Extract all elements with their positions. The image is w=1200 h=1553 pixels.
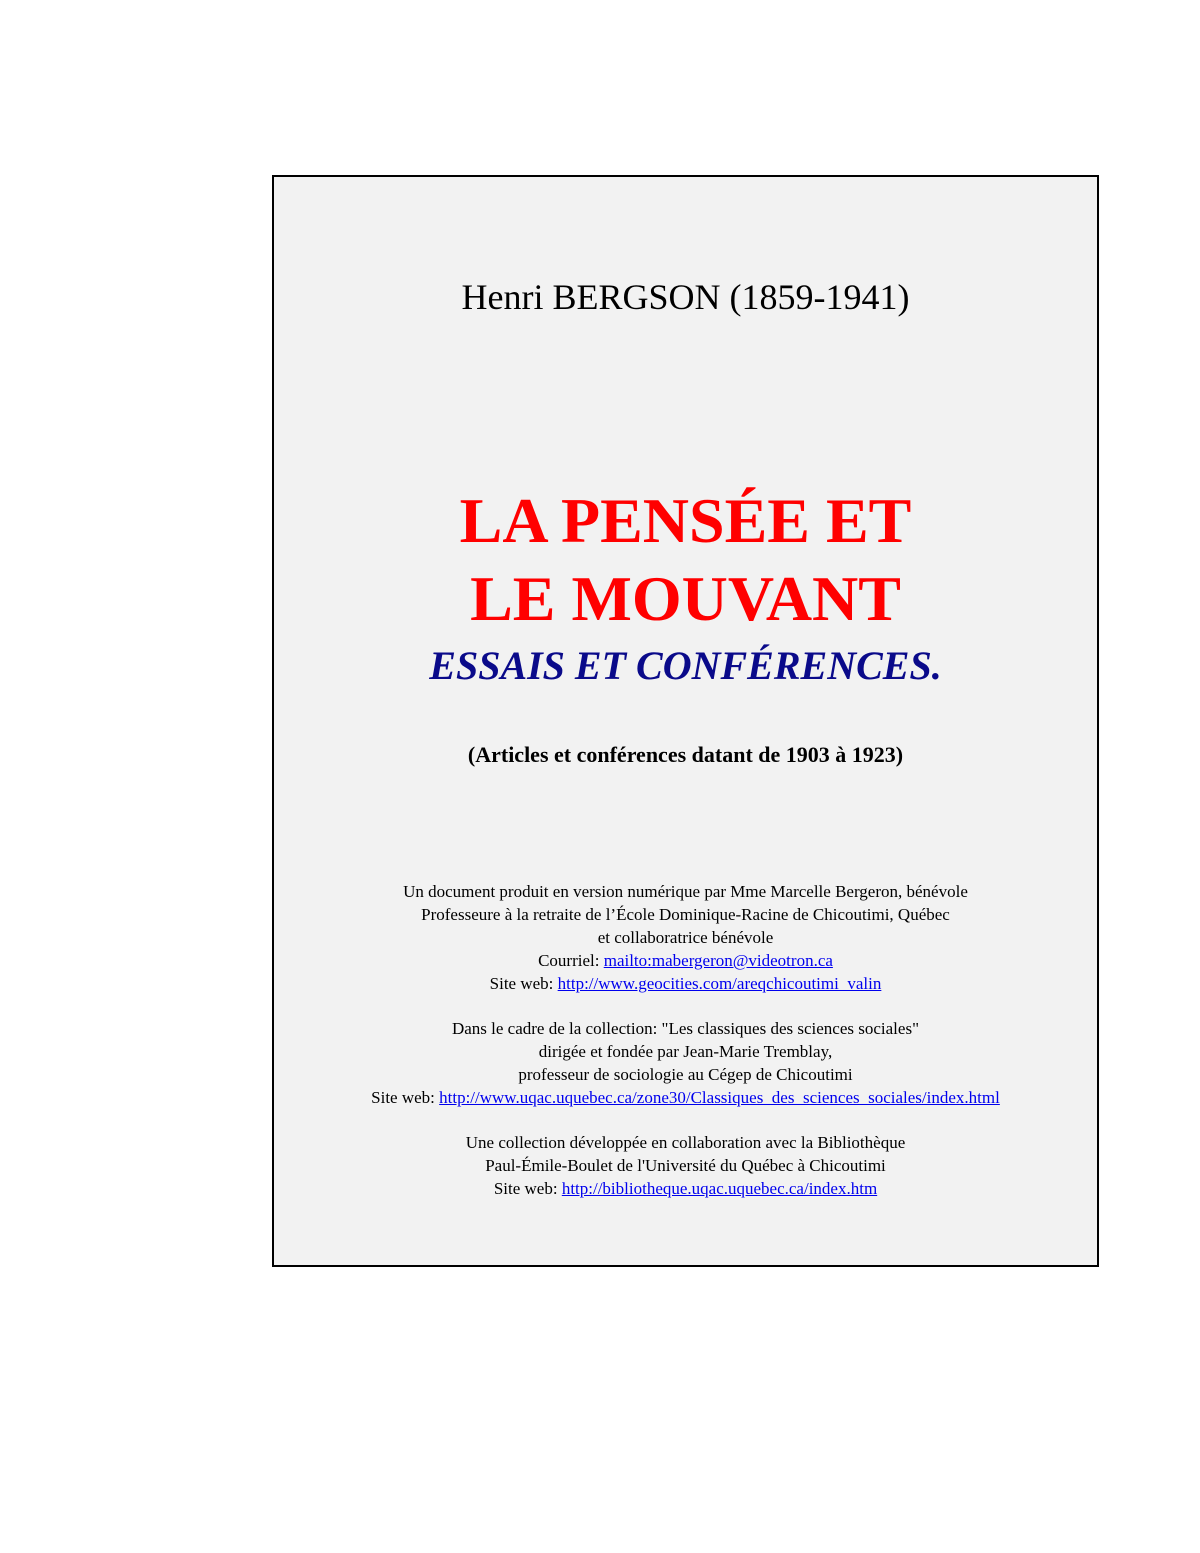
email-label: Courriel: xyxy=(538,951,604,970)
collection-credits xyxy=(274,1017,1097,1109)
producer-line-2: Professeure à la retraite de l’École Dominique-Racine de Chicoutimi, Québec xyxy=(421,905,950,924)
book-title-line-2: LE MOUVANT xyxy=(470,563,901,634)
producer-email-line xyxy=(274,949,1097,972)
collection-site-line xyxy=(274,1086,1097,1109)
library-site-link[interactable]: http://bibliotheque.uqac.uquebec.ca/index.htm xyxy=(561,1179,878,1198)
site-label: Site web: xyxy=(489,974,558,993)
cover-frame xyxy=(272,175,1099,1267)
collection-site-link[interactable]: http://www.uqac.uquebec.ca/zone30/Classiques_des_sciences_sociales/index.html xyxy=(439,1088,1000,1107)
book-title xyxy=(274,482,1097,638)
book-title-line-1: LA PENSÉE ET xyxy=(459,485,912,556)
producer-line-1: Un document produit en version numérique par Mme Marcelle Bergeron, bénévole xyxy=(403,882,968,901)
producer-email-link[interactable]: mailto:mabergeron@videotron.ca xyxy=(603,951,833,970)
credits xyxy=(274,880,1097,1222)
producer-site-line xyxy=(274,972,1097,995)
dates-note: (Articles et conférences datant de 1903 à 1923) xyxy=(467,742,904,767)
producer-line-3: et collaboratrice bénévole xyxy=(597,928,774,947)
site-label: Site web: xyxy=(493,1179,562,1198)
library-line-2: Paul-Émile-Boulet de l'Université du Québec à Chicoutimi xyxy=(485,1156,886,1175)
site-label: Site web: xyxy=(371,1088,440,1107)
library-site-line xyxy=(274,1177,1097,1200)
collection-line-1: Dans le cadre de la collection: "Les classiques des sciences sociales" xyxy=(451,1019,920,1038)
book-subtitle: ESSAIS ET CONFÉRENCES. xyxy=(429,643,942,688)
library-line-1: Une collection développée en collaboration avec la Bibliothèque xyxy=(465,1133,906,1152)
library-credits xyxy=(274,1131,1097,1200)
producer-site-link[interactable]: http://www.geocities.com/areqchicoutimi_valin xyxy=(557,974,882,993)
collection-line-2: dirigée et fondée par Jean-Marie Tremblay, xyxy=(538,1042,833,1061)
producer-credits xyxy=(274,880,1097,995)
collection-line-3: professeur de sociologie au Cégep de Chicoutimi xyxy=(518,1065,853,1084)
author-name: Henri BERGSON (1859-1941) xyxy=(461,277,910,317)
